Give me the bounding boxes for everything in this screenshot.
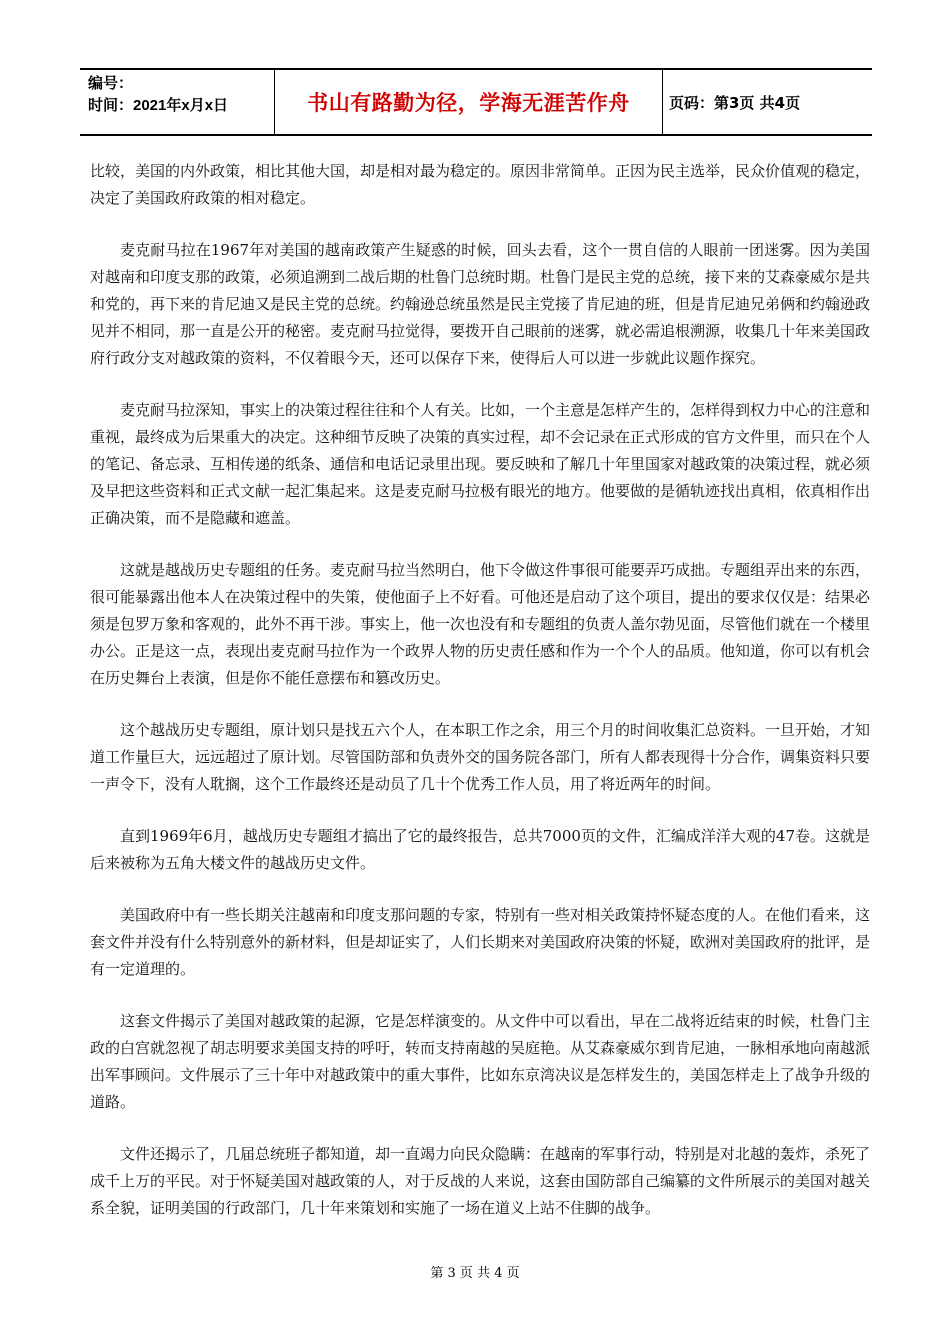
body-paragraph: 美国政府中有一些长期关注越南和印度支那问题的专家，特别有一些对相关政策持怀疑态度的人。在他们看来，这套文件并没有什么特别意外的新材料，但是却证实了，人们长期来对美国政府决策的怀疑，欧洲对美国政府的批评，是有一定道理的。 [90,906,871,978]
body-paragraph: 这就是越战历史专题组的任务。麦克耐马拉当然明白，他下令做这件事很可能要弄巧成拙。专题组弄出来的东西，很可能暴露出他本人在决策过程中的失策，使他面子上不好看。可他还是启动了这个项目，提出的要求仅仅是：结果必须是包罗万象和客观的，此外不再干涉。事实上，他一次也没有和专题组的负责人盖尔勃见面，尽管他们就在一个楼里办公。正是这一点，表现出麦克耐马拉作为一个政界人物的历史责任感和作为一个个人的品质。他知道，你可以有机会在历史舞台上表演，但是你不能任意摆布和篡改历史。 [90,561,871,687]
header-page-info: 页码：第3页 共4页 [669,93,801,112]
body-paragraph: 这套文件揭示了美国对越政策的起源，它是怎样演变的。从文件中可以看出，早在二战将近结束的时候，杜鲁门主政的白宫就忽视了胡志明要求美国支持的呼吁，转而支持南越的吴庭艳。从艾森豪威尔到肯尼迪，一脉相承地向南越派出军事顾问。文件展示了三十年中对越政策中的重大事件，比如东京湾决议是怎样发生的，美国怎样走上了战争升级的道路。 [90,1012,871,1111]
document-number-label: 编号： [88,75,134,92]
page-footer: 第 3 页 共 4 页 [430,1266,520,1281]
body-paragraph: 麦克耐马拉深知，事实上的决策过程往往和个人有关。比如，一个主意是怎样产生的，怎样得到权力中心的注意和重视，最终成为后果重大的决定。这种细节反映了决策的真实过程，却不会记录在正式形成的官方文件里，而只在个人的笔记、备忘录、互相传递的纸条、通信和电话记录里出现。要反映和了解几十年里国家对越政策的决策过程，就必须及早把这些资料和正式文献一起汇集起来。这是麦克耐马拉极有眼光的地方。他要做的是循轨迹找出真相，依真相作出正确决策，而不是隐藏和遮盖。 [90,401,871,527]
header-motto: 书山有路勤为径，学海无涯苦作舟 [275,70,663,134]
document-time-label: 时间：2021年x月x日 [88,97,229,114]
body-paragraph: 这个越战历史专题组，原计划只是找五六个人，在本职工作之余，用三个月的时间收集汇总资料。一旦开始，才知道工作量巨大，远远超过了原计划。尽管国防部和负责外交的国务院各部门，所有人都表现得十分合作，调集资料只要一声令下，没有人耽搁，这个工作最终还是动员了几十个优秀工作人员，用了将近两年的时间。 [90,721,871,793]
body-paragraph: 文件还揭示了，几届总统班子都知道，却一直竭力向民众隐瞒：在越南的军事行动，特别是对北越的轰炸，杀死了成千上万的平民。对于怀疑美国对越政策的人，对于反战的人来说，这套由国防部自己编纂的文件所展示的美国对越关系全貌，证明美国的行政部门，几十年来策划和实施了一场在道义上站不住脚的战争。 [90,1145,871,1217]
page-header [80,68,872,136]
body-paragraph: 直到1969年6月，越战历史专题组才搞出了它的最终报告，总共7000页的文件，汇编成洋洋大观的47卷。这就是后来被称为五角大楼文件的越战历史文件。 [90,827,870,872]
body-paragraph: 麦克耐马拉在1967年对美国的越南政策产生疑惑的时候，回头去看，这个一贯自信的人眼前一团迷雾。因为美国对越南和印度支那的政策，必须追溯到二战后期的杜鲁门总统时期。杜鲁门是民主党的总统，接下来的艾森豪威尔是共和党的，再下来的肯尼迪又是民主党的总统。约翰逊总统虽然是民主党接了肯尼迪的班，但是肯尼迪兄弟俩和约翰逊政见并不相同，那一直是公开的秘密。麦克耐马拉觉得，要拨开自己眼前的迷雾，就必需追根溯源，收集几十年来美国政府行政分支对越政策的资料，不仅着眼今天，还可以保存下来，使得后人可以进一步就此议题作探究。 [90,241,871,367]
document-body [90,158,870,1247]
header-meta [80,70,275,134]
body-paragraph: 比较，美国的内外政策，相比其他大国，却是相对最为稳定的。原因非常简单。正因为民主选举，民众价值观的稳定，决定了美国政府政策的相对稳定。 [90,162,871,207]
